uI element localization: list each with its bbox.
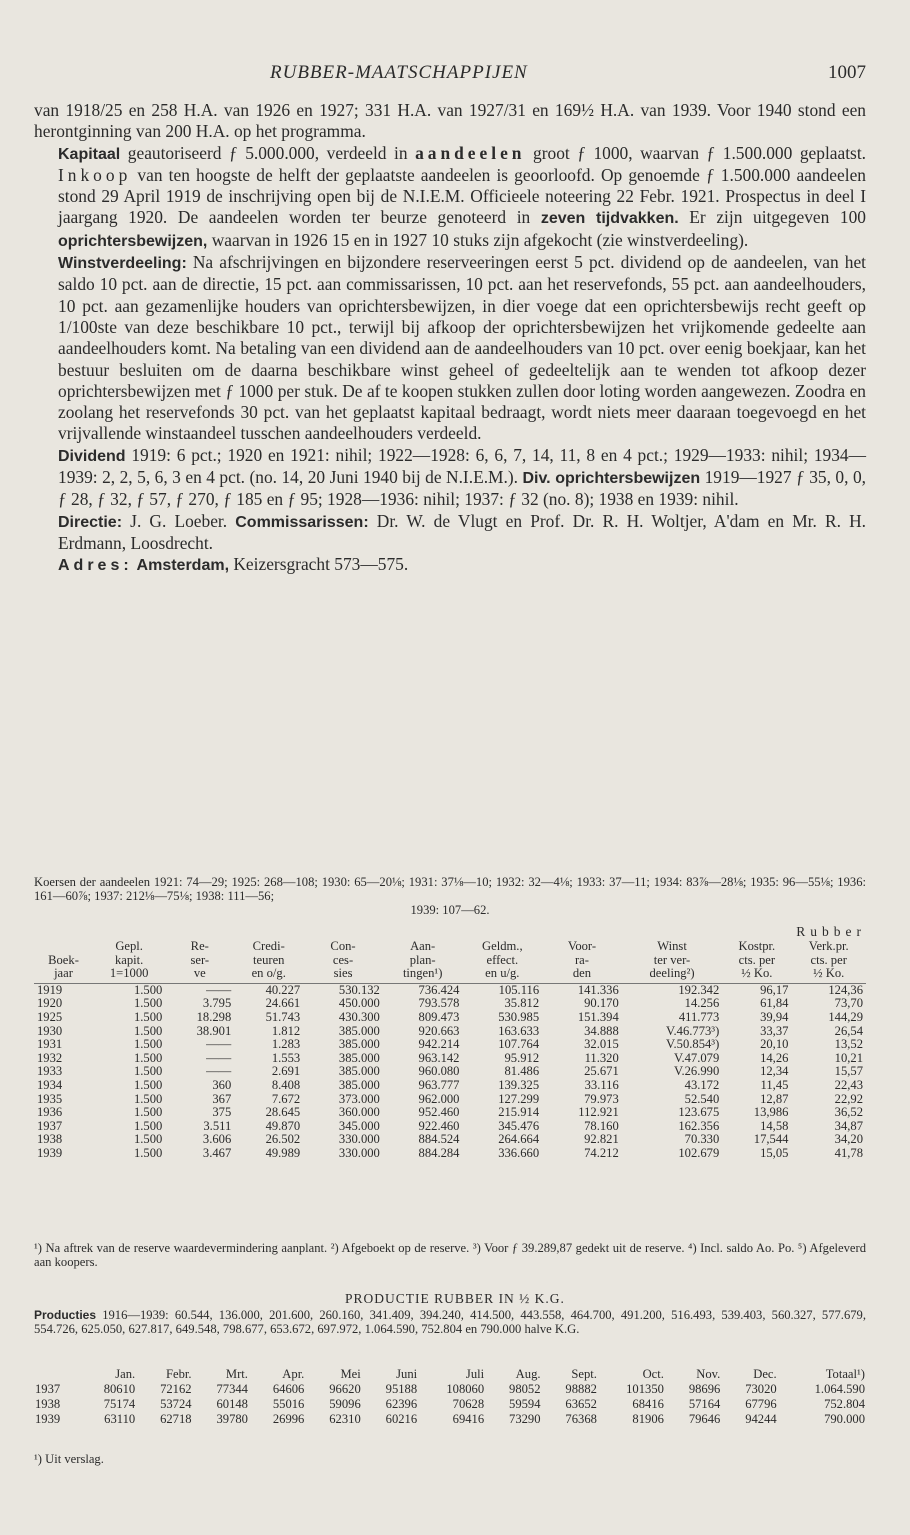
table-cell: 105.116	[498, 982, 540, 997]
table-row	[34, 1079, 866, 1093]
production-cell: 1937	[35, 1382, 61, 1396]
column-header: Con- ces- sies	[303, 940, 383, 983]
production-cell: 53724	[160, 1397, 192, 1411]
table-cell: 373.000	[338, 1091, 380, 1106]
table-cell: 162.356	[678, 1118, 720, 1133]
table-cell: 51.743	[265, 1009, 301, 1024]
intro-line-2: van 1939. Voor 1940 stond een herontginning van 200 H.A. op het programma.	[34, 100, 866, 142]
adres-text: Keizersgracht 573—575.	[229, 554, 409, 575]
table-cell: 28.645	[265, 1105, 301, 1120]
table-cell: 1932	[37, 1050, 63, 1065]
production-cell: 1938	[35, 1397, 61, 1411]
column-header: Kostpr. cts. per ½ Ko.	[722, 940, 791, 983]
directie-label: Directie:	[58, 513, 123, 531]
table-cell: 3.606	[202, 1132, 232, 1147]
intro-line-1: van 1918/25 en 258 H.A. van 1926 en 1927; 331 H.A. van 1927/31 en 169½ H.A.	[34, 100, 635, 120]
production-cell: 72162	[160, 1382, 192, 1396]
table-cell: 367	[212, 1091, 232, 1106]
table-row	[34, 1093, 866, 1107]
dividend-paragraph	[34, 445, 866, 511]
production-row	[34, 1412, 866, 1427]
column-header: Gepl. kapit. 1=1000	[93, 940, 165, 983]
table-cell: 1935	[37, 1091, 63, 1106]
table-cell: 793.578	[418, 996, 460, 1011]
production-cell: 57164	[688, 1397, 721, 1411]
kapitaal-text-4: Er zijn uitgegeven 100	[678, 207, 866, 228]
productie-label: Producties	[34, 1308, 97, 1322]
table-row	[34, 1120, 866, 1134]
table-cell: 14.256	[684, 996, 720, 1011]
table-row	[34, 1025, 866, 1039]
table-footnotes: ¹) Na aftrek van de reserve waardevermindering aanplant. ²) Afgeboekt op de reserve. ³) Voor ƒ 39.289,87 gedekt uit de reserve. ⁴) Incl. saldo Ao. Po. ⁵) Afgeleverd aan koopers.	[34, 1241, 866, 1269]
winstverdeeling-paragraph	[34, 252, 866, 445]
table-cell: 35.812	[504, 996, 540, 1011]
table-cell: 79.973	[584, 1091, 619, 1106]
intro-paragraph	[34, 100, 866, 143]
month-header: Juli	[465, 1367, 485, 1381]
production-cell: 95188	[385, 1382, 418, 1396]
table-cell: 52.540	[684, 1091, 720, 1106]
table-cell: 92.821	[584, 1132, 619, 1147]
month-header: Nov.	[696, 1367, 721, 1381]
production-cell: 752.804	[824, 1397, 865, 1411]
table-cell: 41,78	[834, 1145, 863, 1160]
table-cell: 385.000	[338, 1064, 380, 1079]
table-cell: 20,10	[760, 1037, 789, 1052]
table-header-row	[34, 940, 866, 983]
production-cell: 62310	[329, 1412, 361, 1426]
production-cell: 80610	[103, 1382, 136, 1396]
table-cell: 1931	[37, 1037, 63, 1052]
main-text	[34, 100, 866, 577]
table-cell: 963.142	[418, 1050, 460, 1065]
table-cell: 22,92	[834, 1091, 863, 1106]
month-header: Apr.	[282, 1367, 305, 1381]
table-cell: 13,52	[834, 1037, 863, 1052]
production-header-row	[34, 1367, 866, 1382]
table-cell: 1.500	[133, 1145, 163, 1160]
table-cell: 36,52	[834, 1105, 863, 1120]
table-cell: 1919	[37, 982, 63, 997]
adres-paragraph	[34, 554, 866, 576]
table-cell: 14,26	[760, 1050, 789, 1065]
production-cell: 76368	[565, 1412, 597, 1426]
production-cell: 108060	[446, 1382, 485, 1396]
table-cell: 43.172	[684, 1077, 720, 1092]
table-cell: 11.320	[584, 1050, 619, 1065]
table-cell: 33,37	[760, 1023, 789, 1038]
table-row	[34, 1147, 866, 1161]
table-cell: 1937	[37, 1118, 63, 1133]
table-cell: 1.500	[133, 1091, 163, 1106]
table-cell: 385.000	[338, 1077, 380, 1092]
table-cell: 922.460	[418, 1118, 460, 1133]
table-cell: 1.500	[133, 1118, 163, 1133]
table-cell: 1.500	[133, 1064, 163, 1079]
table-row	[34, 1052, 866, 1066]
table-cell: 530.985	[498, 1009, 540, 1024]
table-cell: 49.989	[265, 1145, 301, 1160]
table-cell: 74.212	[584, 1145, 619, 1160]
table-cell: 809.473	[418, 1009, 460, 1024]
table-cell: 127.299	[498, 1091, 540, 1106]
column-header: Boek- jaar	[34, 940, 93, 983]
table-cell: 17,544	[753, 1132, 789, 1147]
production-cell: 69416	[452, 1412, 485, 1426]
table-cell: 430.300	[338, 1009, 380, 1024]
production-cell: 75174	[103, 1397, 136, 1411]
table-cell: ——	[206, 1050, 232, 1065]
production-cell: 59096	[329, 1397, 361, 1411]
table-cell: 26.502	[265, 1132, 301, 1147]
table-cell: 411.773	[678, 1009, 720, 1024]
table-cell: 96,17	[760, 982, 789, 997]
table-cell: 1.500	[133, 1050, 163, 1065]
table-cell: 1933	[37, 1064, 63, 1079]
table-cell: 960.080	[418, 1064, 460, 1079]
production-cell: 73020	[745, 1382, 777, 1396]
production-cell: 55016	[272, 1397, 305, 1411]
month-header: Mrt.	[225, 1367, 248, 1381]
kapitaal-label: Kapitaal	[58, 145, 121, 163]
dividend-label: Dividend	[58, 447, 126, 465]
table-cell: 12,87	[760, 1091, 789, 1106]
table-cell: 1.500	[133, 982, 163, 997]
month-header: Aug.	[515, 1367, 541, 1381]
table-cell: 70.330	[684, 1132, 720, 1147]
table-cell: ——	[206, 1037, 232, 1052]
table-row	[34, 1038, 866, 1052]
table-cell: 90.170	[584, 996, 619, 1011]
table-cell: 385.000	[338, 1050, 380, 1065]
table-cell: 1.500	[133, 1023, 163, 1038]
month-header: Mei	[340, 1367, 361, 1381]
production-cell: 81906	[632, 1412, 664, 1426]
table-cell: 1.500	[133, 1105, 163, 1120]
dividend-text-2: 1919—1927 ƒ 35, 0, 0, ƒ 28, ƒ 32, ƒ 57, ƒ 270, ƒ 185 en ƒ 95; 1928—1936: nihil; 1937: ƒ 32 (no. 8); 1938 en 1939: nihil.	[58, 467, 866, 510]
table-cell: 1925	[37, 1009, 63, 1024]
page-header	[0, 62, 910, 88]
table-cell: 1.500	[133, 1132, 163, 1147]
running-title: RUBBER-MAATSCHAPPIJEN	[270, 62, 528, 83]
table-cell: 78.160	[584, 1118, 619, 1133]
production-cell: 26996	[272, 1412, 305, 1426]
table-cell: 61,84	[760, 996, 789, 1011]
page-number: 1007	[828, 62, 866, 83]
commissarissen-text: Dr. W. de Vlugt en Prof. Dr. R. H. Woltjer, A'dam en Mr. R. H. Erdmann, Loosdrecht.	[58, 510, 866, 553]
table-cell: 952.460	[418, 1105, 460, 1120]
table-cell: 530.132	[338, 982, 380, 997]
table-cell: ——	[206, 1064, 232, 1079]
table-cell: 3.511	[203, 1118, 232, 1133]
table-cell: 963.777	[418, 1077, 460, 1092]
adres-label: Adres:	[58, 557, 133, 575]
table-cell: 38.901	[196, 1023, 232, 1038]
table-cell: 385.000	[338, 1037, 380, 1052]
column-header: Geldm., effect. en u/g.	[462, 940, 542, 983]
table-cell: 385.000	[338, 1023, 380, 1038]
table-cell: 25.671	[584, 1064, 619, 1079]
table-cell: 163.633	[498, 1023, 540, 1038]
table-cell: 15,57	[834, 1064, 863, 1079]
table-cell: 1.500	[133, 1077, 163, 1092]
table-cell: 11,45	[760, 1077, 789, 1092]
production-cell: 60148	[216, 1397, 248, 1411]
column-header: Re- ser- ve	[165, 940, 234, 983]
table-row	[34, 1133, 866, 1147]
productie-footnote: ¹) Uit verslag.	[34, 1452, 104, 1466]
kapitaal-paragraph	[34, 143, 866, 252]
table-cell: 736.424	[418, 982, 460, 997]
table-cell: 34,20	[834, 1132, 863, 1147]
month-header: Dec.	[753, 1367, 777, 1381]
production-cell: 73290	[509, 1412, 541, 1426]
koersen-block	[34, 875, 866, 917]
production-cell: 59594	[509, 1397, 541, 1411]
table-cell: 151.394	[577, 1009, 619, 1024]
table-cell: 8.408	[271, 1077, 301, 1092]
month-header: Jan.	[115, 1367, 136, 1381]
table-cell: 215.914	[498, 1105, 540, 1120]
table-cell: 1936	[37, 1105, 63, 1120]
table-cell: 15,05	[760, 1145, 789, 1160]
month-header: Sept.	[571, 1367, 597, 1381]
production-cell: 96620	[329, 1382, 361, 1396]
table-cell: 2.691	[271, 1064, 301, 1079]
productie-heading: PRODUCTIE RUBBER IN ½ K.G.	[345, 1291, 565, 1306]
kapitaal-text-3: van ten hoogste de helft der geplaatste aandeelen is geoorloofd. Op genoemde ƒ 1.500.000 aandeelen stond 29 April 1919 de inschrijving open bij de N.I.E.M. Officieele noteering 22 Febr. 1921. Prospectus in deel I jaargang 1920. De aandeelen worden ter beurze genoteerd in	[58, 164, 866, 228]
production-cell: 68416	[632, 1397, 664, 1411]
table-cell: 39,94	[760, 1009, 789, 1024]
table-cell: 95.912	[504, 1050, 540, 1065]
commissarissen-label: Commissarissen:	[235, 513, 369, 531]
table-cell: 360.000	[338, 1105, 380, 1120]
table-cell: 962.000	[418, 1091, 460, 1106]
table-cell: 1.553	[271, 1050, 301, 1065]
table-cell: 1.500	[133, 1037, 163, 1052]
zeven-tijdvakken: zeven tijdvakken.	[540, 210, 679, 228]
table-cell: 32.015	[584, 1037, 619, 1052]
table-cell: 1920	[37, 996, 63, 1011]
production-body	[34, 1382, 866, 1427]
table-cell: 1.812	[271, 1023, 301, 1038]
table-cell: 73,70	[834, 996, 863, 1011]
table-cell: 192.342	[678, 982, 720, 997]
table-cell: 123.675	[678, 1105, 720, 1120]
table-cell: 7.672	[271, 1091, 301, 1106]
table-cell: 40.227	[265, 982, 301, 997]
aandeelen-spaced: aandeelen	[415, 142, 526, 163]
production-table	[34, 1367, 866, 1427]
table-row	[34, 1011, 866, 1025]
production-cell: 790.000	[824, 1412, 865, 1426]
rubber-label: Rubber	[796, 924, 866, 939]
koersen-text: Koersen der aandeelen 1921: 74—29; 1925: 268—108; 1930: 65—20⅛; 1931: 37⅛—10; 1932: 32—4⅛; 1933: 37—11; 1934: 83⅞—28⅛; 1935: 96—55⅛; 1936: 161—60⅞; 1937: 212⅛—75⅛; 1938: 111—56;	[34, 875, 866, 903]
directie-text: J. G. Loeber.	[122, 510, 236, 531]
production-row	[34, 1382, 866, 1397]
table-cell: 102.679	[678, 1145, 720, 1160]
table-cell: 12,34	[760, 1064, 789, 1079]
column-header: Winst ter ver- deeling²)	[622, 940, 723, 983]
kapitaal-text-2: groot ƒ 1000, waarvan ƒ 1.500.000 geplaatst.	[525, 142, 867, 163]
directie-paragraph	[34, 511, 866, 555]
table-cell: 10,21	[834, 1050, 863, 1065]
production-cell: 64606	[272, 1382, 305, 1396]
table-cell: 345.476	[498, 1118, 540, 1133]
month-header: Febr.	[166, 1367, 192, 1381]
table-cell: 22,43	[834, 1077, 863, 1092]
table-cell: 33.116	[584, 1077, 619, 1092]
production-cell: 1939	[35, 1412, 61, 1426]
table-cell: 1934	[37, 1077, 63, 1092]
table-cell: 375	[212, 1105, 232, 1120]
productie-text	[34, 1308, 866, 1336]
table-cell: 18.298	[196, 1009, 232, 1024]
production-cell: 101350	[626, 1382, 664, 1396]
table-cell: 920.663	[418, 1023, 460, 1038]
winst-label: Winstverdeeling:	[58, 255, 187, 273]
table-cell: 26,54	[834, 1023, 863, 1038]
table-row	[34, 997, 866, 1011]
table-cell: 112.921	[578, 1105, 619, 1120]
table-cell: 1938	[37, 1132, 63, 1147]
kapitaal-text-5: waarvan in 1926 15 en in 1927 10 stuks zijn afgekocht (zie winstverdeeling).	[207, 229, 749, 250]
table-cell: V.46.773³)	[666, 1023, 720, 1038]
adres-city: Amsterdam,	[132, 557, 230, 575]
table-cell: 884.524	[418, 1132, 460, 1147]
kapitaal-text-1: geautoriseerd ƒ 5.000.000, verdeeld in	[120, 142, 416, 163]
table-cell: 330.000	[338, 1132, 380, 1147]
table-cell: V.47.079	[674, 1050, 720, 1065]
month-header: Juni	[396, 1367, 418, 1381]
table-cell: 330.000	[338, 1145, 380, 1160]
oprichtersbewijzen-label: oprichtersbewijzen,	[58, 232, 208, 250]
table-cell: 1.283	[271, 1037, 301, 1052]
table-cell: ——	[206, 982, 232, 997]
table-row	[34, 1106, 866, 1120]
column-header: Verk.pr. cts. per ½ Ko.	[791, 940, 866, 983]
table-cell: 1.500	[133, 1009, 163, 1024]
table-cell: 81.486	[504, 1064, 540, 1079]
table-row	[34, 983, 866, 997]
month-header: Totaal¹)	[825, 1367, 865, 1381]
koersen-last: 1939: 107—62.	[410, 903, 490, 917]
production-cell: 62718	[160, 1412, 192, 1426]
table-cell: 124,36	[828, 982, 863, 997]
table-cell: 3.795	[202, 996, 232, 1011]
table-cell: 144,29	[828, 1009, 863, 1024]
productie-values: 1916—1939: 60.544, 136.000, 201.600, 260.160, 341.409, 394.240, 414.500, 443.558, 464.700, 491.200, 516.493, 539.403, 560.327, 577.679, 554.726, 625.050, 627.817, 649.548, 798.677, 653.672, 697.972, 1.064.590, 752.804 en 790.000 halve K.G.	[34, 1308, 866, 1336]
production-cell: 79646	[688, 1412, 721, 1426]
column-header: Credi- teuren en o/g.	[234, 940, 303, 983]
table-cell: 49.870	[265, 1118, 301, 1133]
table-cell: 107.764	[498, 1037, 540, 1052]
table-cell: 345.000	[338, 1118, 380, 1133]
table-cell: 139.325	[498, 1077, 540, 1092]
table-cell: V.26.990	[674, 1064, 720, 1079]
production-cell: 70628	[452, 1397, 485, 1411]
inkoop-spaced: Inkoop	[58, 164, 132, 185]
financial-table	[34, 940, 866, 1161]
production-cell: 1.064.590	[814, 1382, 865, 1396]
year-column-header	[34, 1367, 80, 1382]
table-cell: 3.467	[202, 1145, 232, 1160]
table-cell: 336.660	[498, 1145, 540, 1160]
production-cell: 62396	[385, 1397, 418, 1411]
table-cell: 1939	[37, 1145, 63, 1160]
production-cell: 98696	[688, 1382, 721, 1396]
div-oprichters-label: Div. oprichtersbewijzen	[522, 470, 701, 488]
table-cell: 942.214	[418, 1037, 460, 1052]
table-cell: 24.661	[265, 996, 301, 1011]
table-cell: 360	[212, 1077, 232, 1092]
table-cell: 34,87	[834, 1118, 863, 1133]
production-cell: 63652	[565, 1397, 597, 1411]
production-cell: 94244	[745, 1412, 777, 1426]
table-cell: 141.336	[577, 982, 619, 997]
table-cell: 450.000	[338, 996, 380, 1011]
production-cell: 98882	[565, 1382, 597, 1396]
column-header: Aan- plan- tingen¹)	[383, 940, 463, 983]
production-cell: 39780	[216, 1412, 248, 1426]
table-body	[34, 983, 866, 1160]
production-cell: 98052	[509, 1382, 541, 1396]
table-cell: 884.284	[418, 1145, 460, 1160]
column-header: Voor- ra- den	[542, 940, 622, 983]
dividend-text-1: 1919: 6 pct.; 1920 en 1921: nihil; 1922—1928: 6, 6, 7, 14, 11, 8 en 4 pct.; 1929—1933: nihil; 1934—1939: 2, 2, 5, 6, 3 en 4 pct. (no. 14, 20 Juni 1940 bij de N.I.E.M.).	[58, 444, 866, 488]
production-row	[34, 1397, 866, 1412]
month-header: Oct.	[642, 1367, 664, 1381]
production-cell: 60216	[385, 1412, 418, 1426]
table-cell: 13,986	[753, 1105, 789, 1120]
table-cell: 1.500	[133, 996, 163, 1011]
table-cell: 1930	[37, 1023, 63, 1038]
production-cell: 67796	[745, 1397, 777, 1411]
table-cell: 14,58	[760, 1118, 789, 1133]
winst-text: Na afschrijvingen en bijzondere reserveeringen eerst 5 pct. dividend op de aandeelen, van het saldo 10 pct. aan de directie, 15 pct. aan commissarissen, 10 pct. aan het reservefonds, 55 pct. aan aandeelhouders, 10 pct. aan gezamenlijke houders van oprichtersbewijzen, in dier voege dat een oprichtersbewijs recht geeft op 1/100ste van deze beschikbare 10 pct., terwijl bij afkoop der oprichtersbewijzen het vrijkomende gedeelte aan aandeelhouders komt. Na betaling van een dividend aan de aandeelhouders van 10 pct. over eenig boekjaar, kan het bestuur besluiten om de daarna beschikbare winst geheel of gedeeltelijk aan te wenden tot afkoop dezer oprichtersbewijzen met ƒ 1000 per stuk. De af te koopen stukken zullen door loting worden aangewezen. Zoodra en zoolang het reservefonds 30 pct. van het geplaatst kapitaal bedraagt, wordt niets meer daaraan toegevoegd en het vrijvallende winstaandeel tusschen aandeelhouders verdeeld.	[58, 252, 866, 444]
table-cell: 264.664	[498, 1132, 540, 1147]
table-row	[34, 1065, 866, 1079]
table-cell: V.50.854³)	[666, 1037, 720, 1052]
table-cell: 34.888	[584, 1023, 619, 1038]
production-cell: 63110	[104, 1412, 136, 1426]
production-cell: 77344	[216, 1382, 248, 1396]
